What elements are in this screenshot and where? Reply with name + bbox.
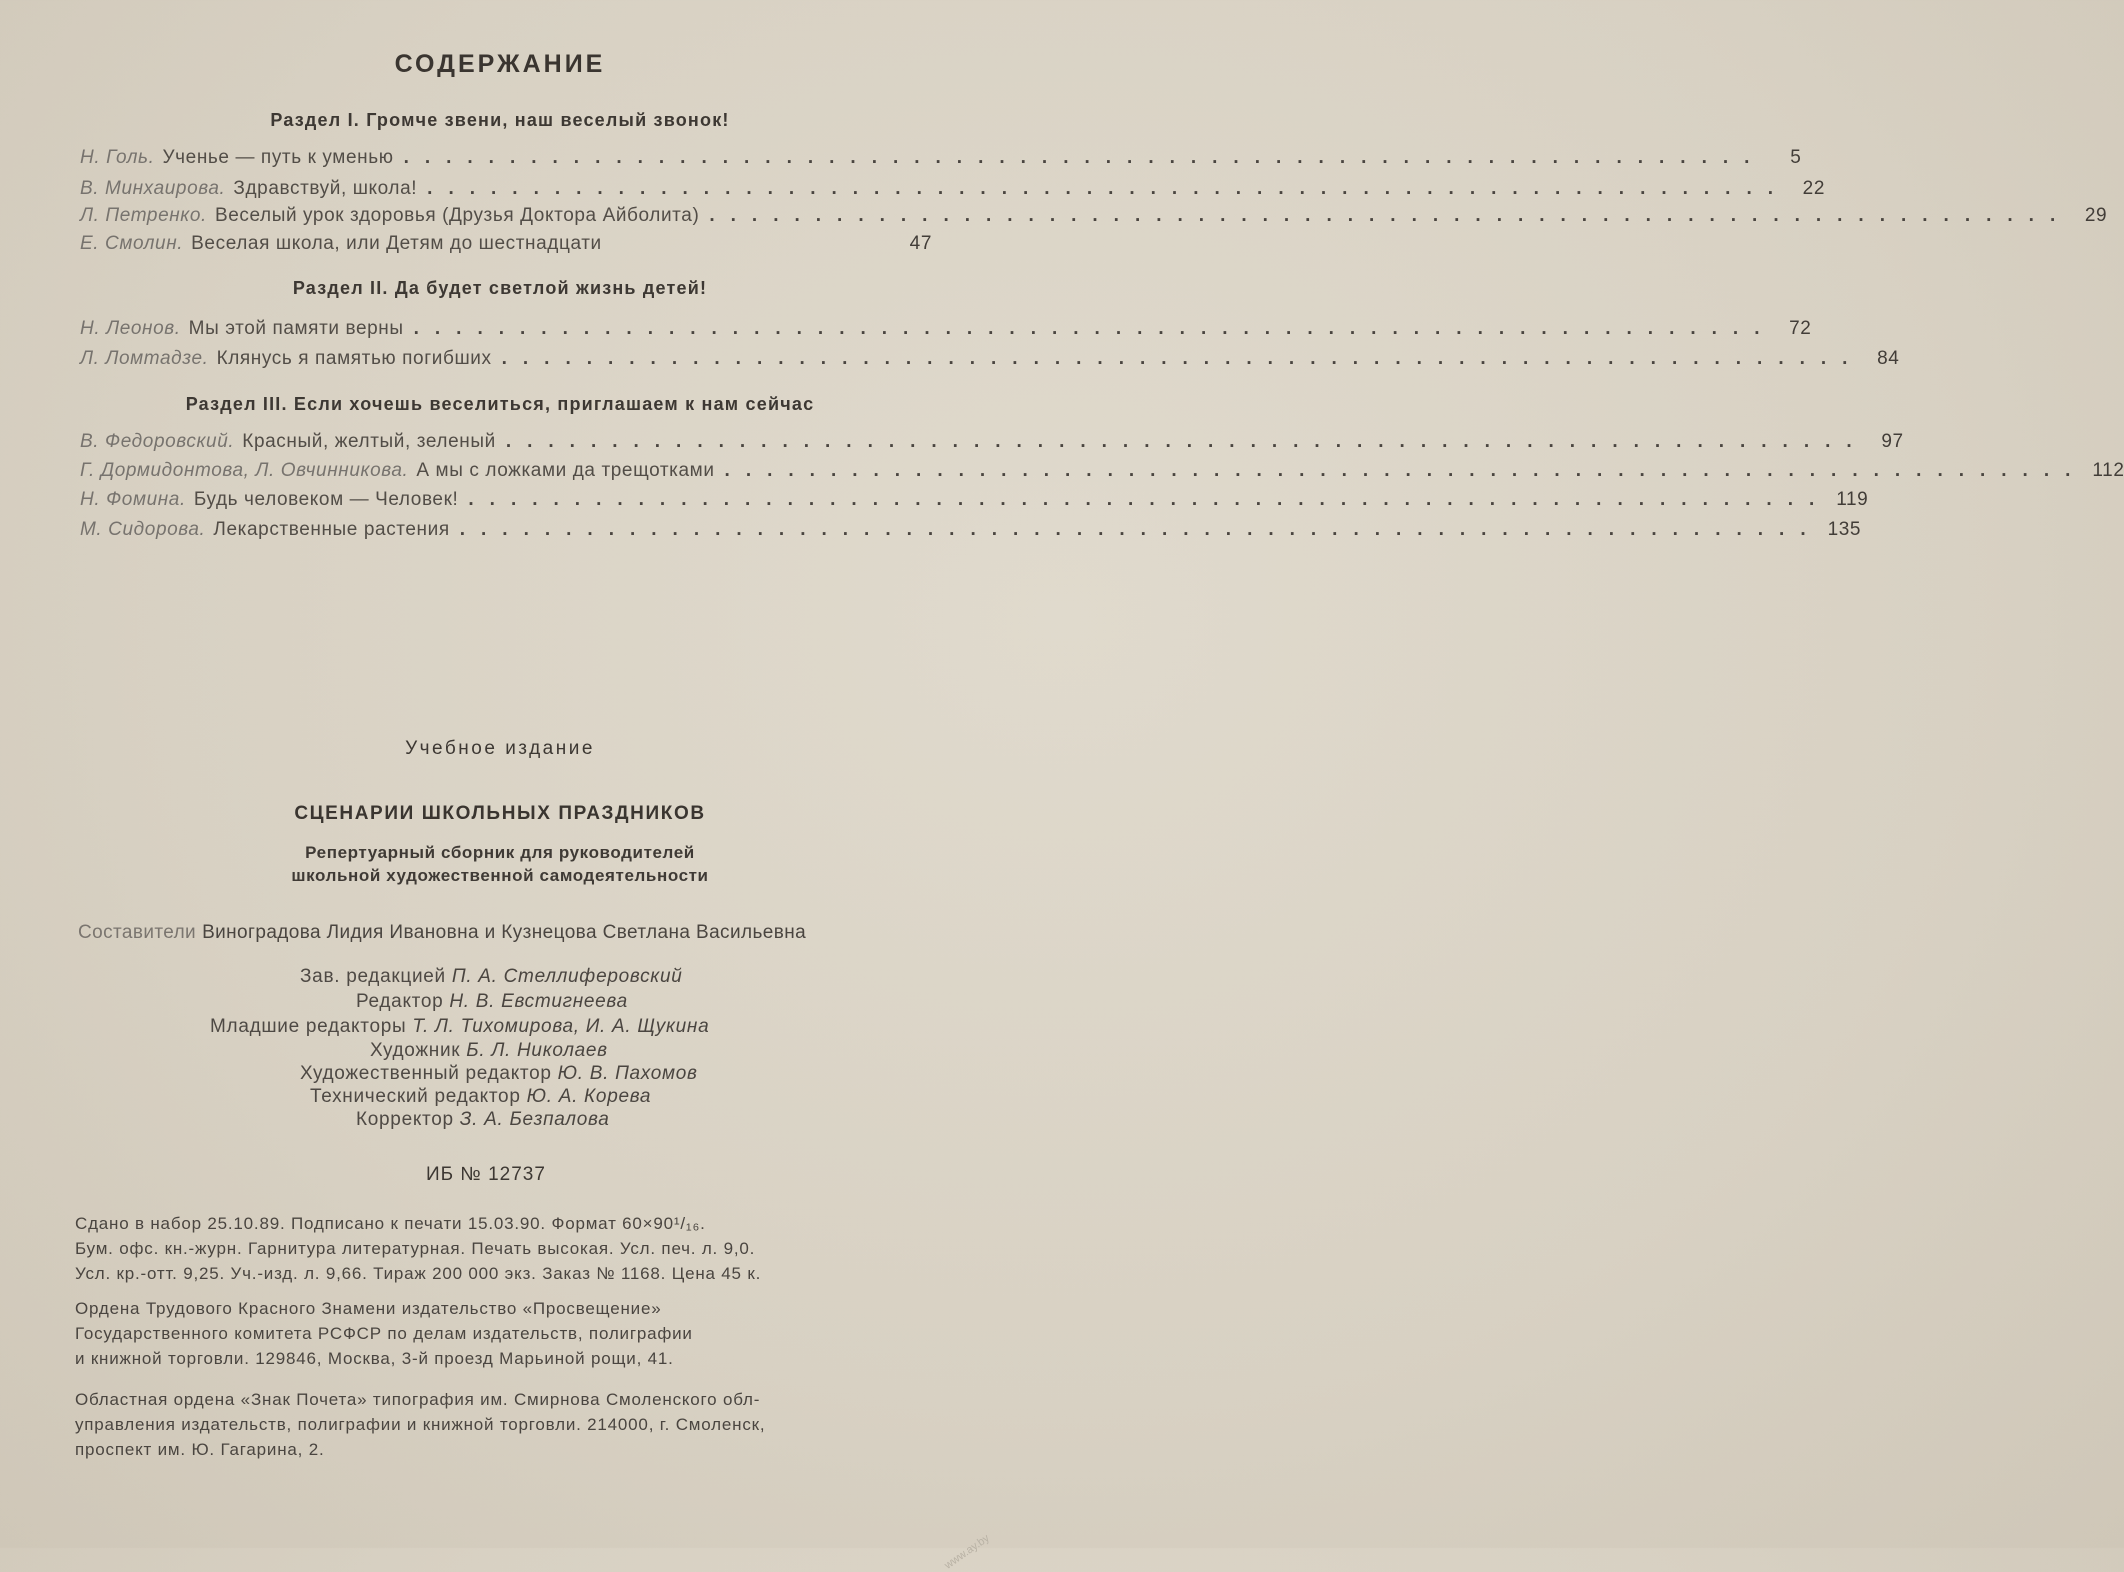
- toc-work: Красный, желтый, зеленый: [242, 431, 496, 452]
- staff-name: Т. Л. Тихомирова, И. А. Щукина: [412, 1016, 710, 1037]
- toc-work: Веселая школа, или Детям до шестнадцати: [191, 233, 602, 254]
- toc-author: В. Федоровский.: [80, 431, 235, 452]
- toc-leader-dots: ................................................................: [505, 431, 1868, 452]
- staff-name: Б. Л. Николаев: [466, 1040, 608, 1061]
- toc-entry: [80, 460, 2124, 490]
- toc-page-number: 47: [909, 233, 932, 254]
- toc-work: Клянусь я памятью погибших: [216, 348, 492, 369]
- toc-work: Будь человеком — Человек!: [193, 489, 459, 510]
- toc-page-number: 84: [1877, 348, 1900, 369]
- staff-line: [370, 1040, 608, 1062]
- staff-name: Ю. А. Корева: [526, 1086, 652, 1107]
- toc-entry: [80, 519, 1862, 549]
- toc-author: Л. Петренко.: [80, 205, 207, 226]
- staff-role: Корректор: [356, 1109, 454, 1130]
- staff-role: Редактор: [356, 991, 444, 1012]
- publisher-line: и книжной торговли. 129846, Москва, 3-й проезд Марьиной рощи, 41.: [75, 1349, 674, 1368]
- toc-entry: [80, 178, 1826, 208]
- toc-author: Н. Фомина.: [80, 489, 186, 510]
- staff-role: Технический редактор: [310, 1086, 521, 1107]
- toc-author: Н. Леонов.: [80, 318, 181, 339]
- toc-page-number: 135: [1827, 519, 1862, 540]
- ib-number: ИБ № 12737: [426, 1164, 546, 1185]
- toc-leader-dots: ................................................................: [427, 178, 1790, 199]
- section-heading-1: Раздел I. Громче звени, наш веселый звонок!: [270, 110, 730, 130]
- publisher-line: Ордена Трудового Красного Знамени издательство «Просвещение»: [75, 1299, 662, 1318]
- toc-entry: [80, 318, 1812, 348]
- toc-work: Здравствуй, школа!: [233, 178, 418, 199]
- print-details-line: Усл. кр.-отт. 9,25. Уч.-изд. л. 9,66. Тираж 200 000 экз. Заказ № 1168. Цена 45 к.: [75, 1264, 762, 1283]
- toc-entry: [80, 489, 1869, 519]
- staff-line: [356, 991, 628, 1013]
- toc-work: А мы с ложками да трещотками: [416, 460, 715, 481]
- print-details-line: Сдано в набор 25.10.89. Подписано к печати 15.03.90. Формат 60×90¹/₁₆.: [75, 1214, 706, 1233]
- toc-leader-dots: ................................................................: [724, 460, 2087, 481]
- toc-page-number: 22: [1802, 178, 1826, 199]
- toc-work: Лекарственные растения: [213, 519, 450, 540]
- staff-role: Младшие редакторы: [210, 1016, 407, 1037]
- toc-title: СОДЕРЖАНИЕ: [394, 50, 606, 78]
- staff-role: Художественный редактор: [300, 1063, 552, 1084]
- toc-author: Е. Смолин.: [80, 233, 184, 254]
- toc-entry: [80, 348, 1900, 378]
- toc-page-number: 5: [1790, 147, 1802, 168]
- staff-name: З. А. Безпалова: [459, 1109, 610, 1130]
- staff-line: [356, 1109, 609, 1131]
- toc-entry: [80, 205, 2108, 235]
- staff-line: [300, 966, 683, 988]
- print-details-line: Бум. офс. кн.-журн. Гарнитура литературная. Печать высокая. Усл. печ. л. 9,0.: [75, 1239, 756, 1258]
- section-heading-2: Раздел II. Да будет светлой жизнь детей!: [292, 278, 708, 298]
- toc-page-number: 72: [1789, 318, 1812, 339]
- staff-line: [210, 1016, 709, 1038]
- book-subtitle-line-1: Репертуарный сборник для руководителей: [305, 843, 695, 862]
- printer-line: управления издательств, полиграфии и книжной торговли. 214000, г. Смоленск,: [75, 1415, 766, 1434]
- toc-page-number: 119: [1836, 489, 1869, 510]
- print-details: [75, 1211, 965, 1286]
- staff-name: П. А. Стеллиферовский: [451, 966, 683, 987]
- toc-leader-dots: ................................................................: [413, 318, 1776, 339]
- edition-type-label: Учебное издание: [405, 738, 595, 759]
- staff-line: [310, 1086, 651, 1108]
- compilers-line: [78, 922, 968, 944]
- toc-entry: [80, 233, 932, 263]
- toc-author: Л. Ломтадзе.: [80, 348, 209, 369]
- toc-entry: [80, 147, 1802, 177]
- compilers-label: Составители: [78, 922, 197, 943]
- toc-work: Ученье — путь к уменью: [162, 147, 394, 168]
- staff-role: Зав. редакцией: [300, 966, 446, 987]
- toc-work: Мы этой памяти верны: [188, 318, 404, 339]
- book-subtitle-line-2: школьной художественной самодеятельности: [291, 866, 709, 885]
- staff-name: Ю. В. Пахомов: [557, 1063, 698, 1084]
- compilers-names: Виноградова Лидия Ивановна и Кузнецова Светлана Васильевна: [202, 922, 807, 943]
- toc-page-number: 29: [2084, 205, 2108, 226]
- printer-line: проспект им. Ю. Гагарина, 2.: [75, 1440, 325, 1459]
- toc-page-number: 112: [2092, 460, 2124, 481]
- toc-author: В. Минхаирова.: [80, 178, 226, 199]
- toc-author: М. Сидорова.: [80, 519, 206, 540]
- toc-author: Г. Дормидонтова, Л. Овчинникова.: [80, 460, 409, 481]
- publisher-line: Государственного комитета РСФСР по делам издательств, полиграфии: [75, 1324, 693, 1343]
- staff-role: Художник: [370, 1040, 461, 1061]
- toc-leader-dots: ................................................................: [468, 489, 1831, 510]
- book-title: СЦЕНАРИИ ШКОЛЬНЫХ ПРАЗДНИКОВ: [294, 803, 706, 824]
- staff-line: [300, 1063, 698, 1085]
- printer-info: [75, 1387, 965, 1462]
- publisher-info: [75, 1296, 965, 1371]
- toc-leader-dots: ................................................................: [709, 205, 2072, 226]
- toc-leader-dots: ................................................................: [459, 519, 1822, 540]
- staff-name: Н. В. Евстигнеева: [449, 991, 628, 1012]
- toc-author: Н. Голь.: [80, 147, 155, 168]
- toc-entry: [80, 431, 1904, 461]
- toc-work: Веселый урок здоровья (Друзья Доктора Айболита): [214, 205, 700, 226]
- printer-line: Областная ордена «Знак Почета» типография им. Смирнова Смоленского обл-: [75, 1390, 761, 1409]
- watermark: www.ay.by: [942, 1532, 992, 1572]
- section-heading-3: Раздел III. Если хочешь веселиться, приглашаем к нам сейчас: [185, 394, 815, 414]
- toc-leader-dots: ................................................................: [501, 348, 1864, 369]
- toc-page-number: 97: [1881, 431, 1904, 452]
- toc-leader-dots: ................................................................: [403, 147, 1766, 168]
